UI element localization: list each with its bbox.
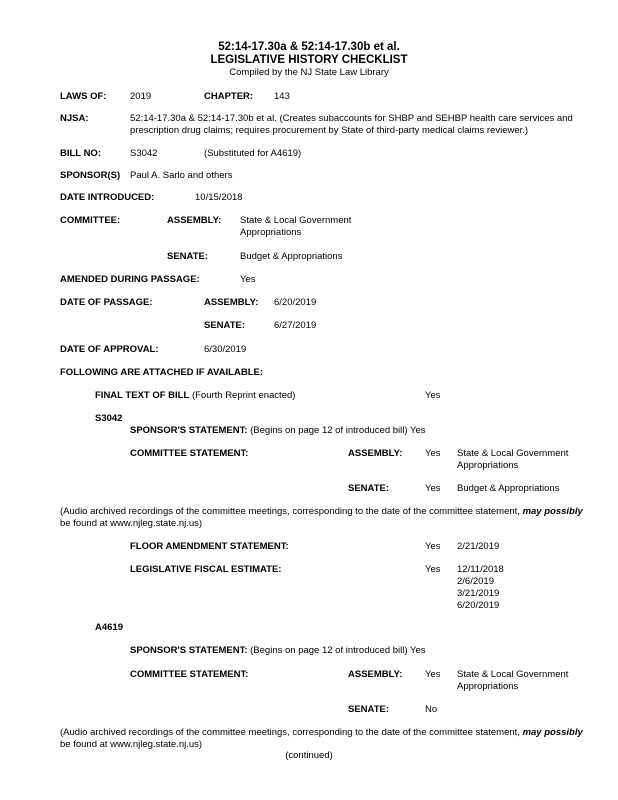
title-line-2: LEGISLATIVE HISTORY CHECKLIST [210,54,408,66]
sponsors-label: SPONSOR(S) [60,170,121,181]
s3042-sponsor-row [130,425,426,437]
bill-no-value: S3042 [130,148,158,159]
fiscal-date: 2/6/2019 [457,576,494,587]
njsa-line-2: prescription drug claims; requires procurement by State of third-party medical claims reviewer.) [130,125,529,136]
date-of-passage-label: DATE OF PASSAGE: [60,297,153,308]
s3042-committee-label: COMMITTEE STATEMENT: [130,448,249,459]
chapter-value: 143 [274,91,290,102]
committee-label: COMMITTEE: [60,215,121,226]
final-text-label: FINAL TEXT OF BILL [95,390,190,401]
committee-assembly-label: ASSEMBLY: [167,215,222,226]
s3042-audio-emphasis: may possibly [522,506,583,517]
passage-senate-value: 6/27/2019 [274,320,317,331]
a4619-senate-value: No [425,704,438,715]
final-text-value: Yes [425,390,441,401]
amended-label: AMENDED DURING PASSAGE: [60,274,200,285]
fiscal-date: 3/21/2019 [457,588,500,599]
floor-amendment-value: Yes [425,541,441,552]
date-of-approval-label: DATE OF APPROVAL: [60,344,159,355]
a4619-audio-text: (Audio archived recordings of the committee meetings, corresponding to the date of the committee statement, [60,727,523,738]
njsa-label: NJSA: [60,113,89,124]
committee-assembly-line-2: Appropriations [240,227,302,238]
a4619-sponsor-row [130,645,426,657]
passage-assembly-label: ASSEMBLY: [204,297,259,308]
final-text-note: (Fourth Reprint enacted) [191,390,296,401]
a4619-audio-note-line-1 [60,727,583,739]
continued-note: (continued) [285,750,333,761]
a4619-assembly-value: Yes [425,669,441,680]
title-line-1: 52:14-17.30a & 52:14-17.30b et al. [218,41,400,53]
date-of-approval-value: 6/30/2019 [204,344,247,355]
a4619-assembly-line-1: State & Local Government [457,669,569,680]
s3042-sponsor-note: (Begins on page 12 of introduced bill) [250,425,408,436]
a4619-sponsor-label: SPONSOR'S STATEMENT: [130,645,248,656]
s3042-audio-note-line-2: be found at www.njleg.state.nj.us) [60,518,203,529]
s3042-audio-note-line-1 [60,506,583,518]
s3042-assembly-value: Yes [425,448,441,459]
fiscal-date: 6/20/2019 [457,600,500,611]
compiled-by: Compiled by the NJ State Law Library [229,67,389,78]
a4619-sponsor-value: Yes [410,645,426,656]
s3042-sponsor-value: Yes [410,425,426,436]
bill-no-label: BILL NO: [60,148,101,159]
a4619-senate-label: SENATE: [348,704,389,715]
njsa-line-1: 52:14-17.30a & 52:14-17.30b et al. (Creates subaccounts for SHBP and SEHBP health care services and [130,113,573,124]
following-heading: FOLLOWING ARE ATTACHED IF AVAILABLE: [60,367,263,378]
a4619-audio-emphasis: may possibly [522,727,583,738]
a4619-sponsor-note: (Begins on page 12 of introduced bill) [250,645,408,656]
s3042-assembly-label: ASSEMBLY: [348,448,403,459]
fiscal-date: 12/11/2018 [457,564,504,575]
date-introduced-label: DATE INTRODUCED: [60,192,155,203]
s3042-senate-label: SENATE: [348,483,389,494]
a4619-assembly-label: ASSEMBLY: [348,669,403,680]
amended-value: Yes [240,274,256,285]
s3042-sponsor-label: SPONSOR'S STATEMENT: [130,425,248,436]
s3042-assembly-line-1: State & Local Government [457,448,569,459]
fiscal-estimate-value: Yes [425,564,441,575]
passage-senate-label: SENATE: [204,320,245,331]
a4619-heading: A4619 [95,622,123,633]
s3042-senate-committee: Budget & Appropriations [457,483,560,494]
a4619-committee-label: COMMITTEE STATEMENT: [130,669,249,680]
date-introduced-value: 10/15/2018 [195,192,243,203]
fiscal-estimate-label: LEGISLATIVE FISCAL ESTIMATE: [130,564,282,575]
committee-senate-label: SENATE: [167,251,208,262]
laws-of-label: LAWS OF: [60,91,107,102]
s3042-audio-text: (Audio archived recordings of the committee meetings, corresponding to the date of the committee statement, [60,506,523,517]
floor-amendment-label: FLOOR AMENDMENT STATEMENT: [130,541,289,552]
s3042-senate-value: Yes [425,483,441,494]
s3042-assembly-line-2: Appropriations [457,460,519,471]
s3042-heading: S3042 [95,413,123,424]
a4619-assembly-line-2: Appropriations [457,681,519,692]
bill-no-note: (Substituted for A4619) [204,148,302,159]
committee-assembly-line-1: State & Local Government [240,215,352,226]
passage-assembly-value: 6/20/2019 [274,297,317,308]
laws-of-value: 2019 [130,91,152,102]
chapter-label: CHAPTER: [204,91,254,102]
sponsors-value: Paul A. Sarlo and others [130,170,233,181]
floor-amendment-date: 2/21/2019 [457,541,500,552]
final-text-row [95,390,295,402]
committee-senate-value: Budget & Appropriations [240,251,343,262]
a4619-audio-note-line-2: be found at www.njleg.state.nj.us) [60,739,203,750]
